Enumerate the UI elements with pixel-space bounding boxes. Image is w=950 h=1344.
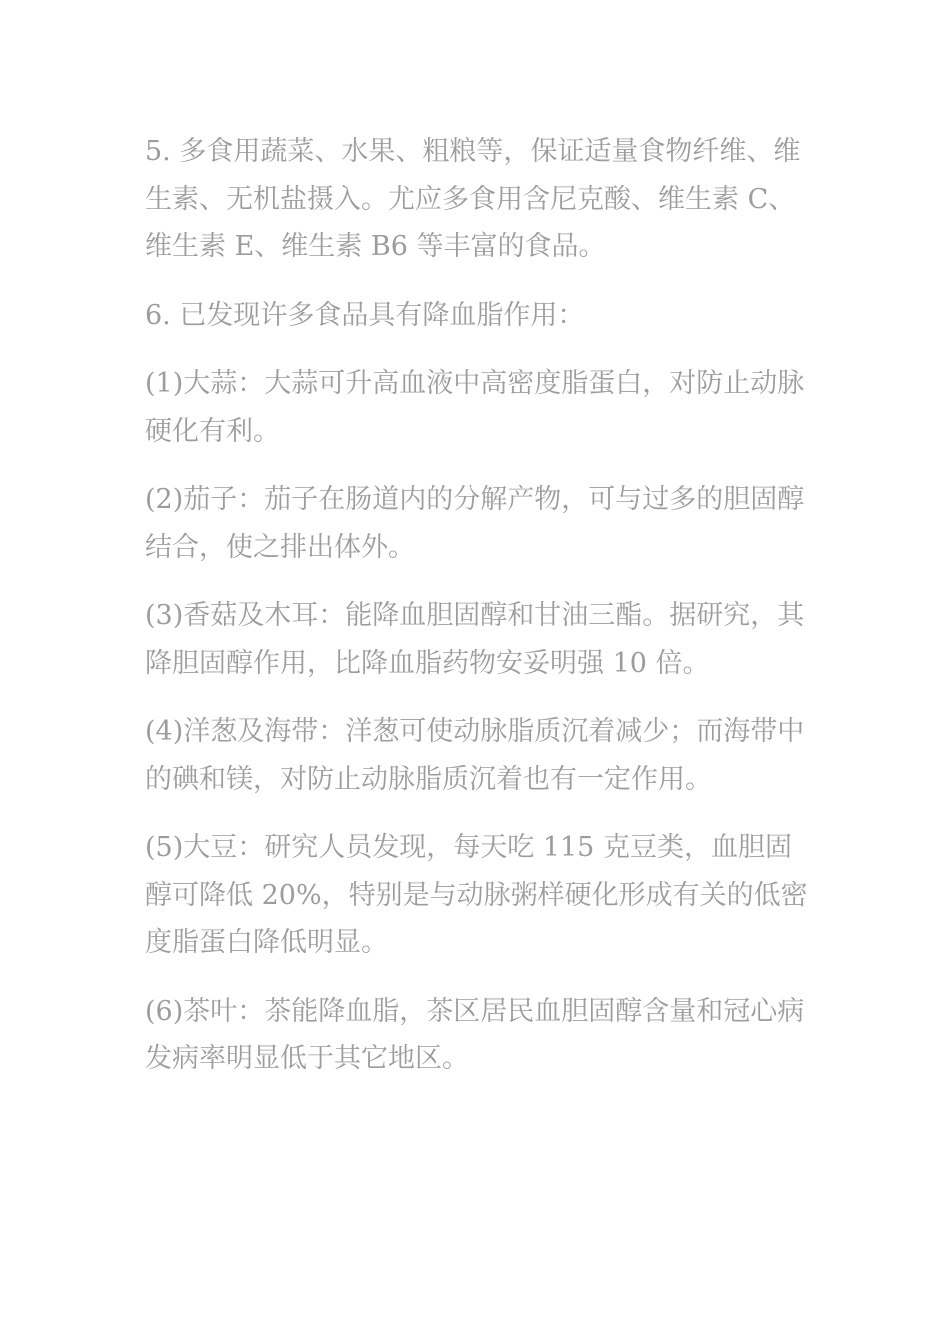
document-page [145,128,815,1104]
paragraph-item-6: 6. 已发现许多食品具有降血脂作用： [145,299,585,331]
paragraph-mushroom-fungus: (3)香菇及木耳：能降血胆固醇和甘油三酯。据研究，其降胆固醇作用，比降血脂药物安妥明强 10 倍。 [145,600,805,679]
paragraph-item-5: 5. 多食用蔬菜、水果、粗粮等，保证适量食物纤维、维生素、无机盐摄入。尤应多食用含尼克酸、维生素 C、维生素 E、维生素 B6 等丰富的食品。 [145,136,801,262]
paragraph-eggplant: (2)茄子：茄子在肠道内的分解产物，可与过多的胆固醇结合，使之排出体外。 [145,484,805,563]
paragraph-garlic: (1)大蒜：大蒜可升高血液中高密度脂蛋白，对防止动脉硬化有利。 [145,368,805,447]
paragraph-tea: (6)茶叶：茶能降血脂，茶区居民血胆固醇含量和冠心病发病率明显低于其它地区。 [145,995,805,1074]
paragraph-soybean: (5)大豆：研究人员发现，每天吃 115 克豆类，血胆固醇可降低 20%，特别是与动脉粥样硬化形成有关的低密度脂蛋白降低明显。 [145,832,808,958]
paragraph-onion-kelp: (4)洋葱及海带：洋葱可使动脉脂质沉着减少；而海带中的碘和镁，对防止动脉脂质沉着也有一定作用。 [145,716,805,795]
